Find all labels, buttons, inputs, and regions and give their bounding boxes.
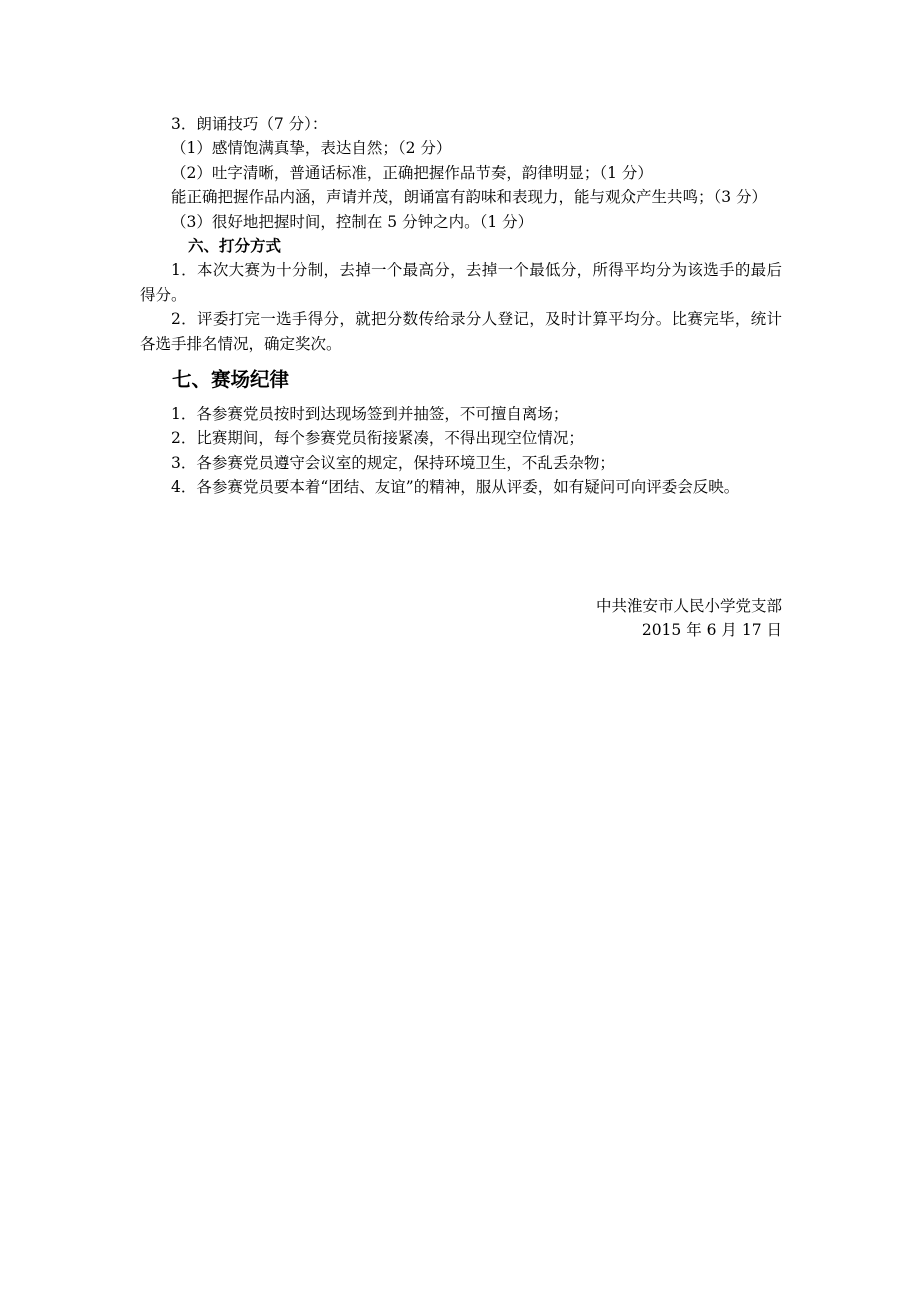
signature-date: 2015 年 6 月 17 日 — [641, 621, 782, 640]
section-seven-heading: 七、赛场纪律 — [172, 368, 290, 392]
section-six-item-1: 1．本次大赛为十分制，去掉一个最高分，去掉一个最低分，所得平均分为该选手的最后得分。 — [140, 261, 782, 304]
recitation-skills-item-1: （1）感情饱满真挚，表达自然；（2 分） — [171, 139, 452, 158]
recitation-skills-item-4: （3）很好地把握时间，控制在 5 分钟之内。（1 分） — [171, 212, 534, 231]
recitation-skills-item-2: （2）吐字清晰，普通话标准，正确把握作品节奏，韵律明显；（1 分） — [171, 163, 653, 182]
recitation-skills-title: 3．朗诵技巧（7 分）： — [171, 115, 328, 133]
section-six-item-2: 2．评委打完一选手得分，就把分数传给录分人登记，及时计算平均分。比赛完毕，统计各选手排名情况，确定奖次。 — [140, 310, 782, 353]
section-seven-item-4: 4．各参赛党员要本着“团结、友谊”的精神，服从评委，如有疑问可向评委会反映。 — [171, 478, 740, 497]
section-seven-item-2: 2．比赛期间，每个参赛党员衔接紧凑，不得出现空位情况； — [171, 429, 584, 448]
section-seven-item-3: 3．各参赛党员遵守会议室的规定，保持环境卫生，不乱丢杂物； — [171, 453, 615, 472]
recitation-skills-item-3: 能正确把握作品内涵，声请并茂，朗诵富有韵味和表现力，能与观众产生共鸣；（3 分） — [171, 188, 768, 207]
section-six-heading: 六、打分方式 — [188, 237, 282, 256]
signature-organization: 中共淮安市人民小学党支部 — [595, 597, 782, 615]
section-seven-item-1: 1．各参赛党员按时到达现场签到并抽签，不可擅自离场； — [171, 405, 569, 424]
document-body — [140, 112, 782, 500]
signature-block — [596, 594, 782, 643]
